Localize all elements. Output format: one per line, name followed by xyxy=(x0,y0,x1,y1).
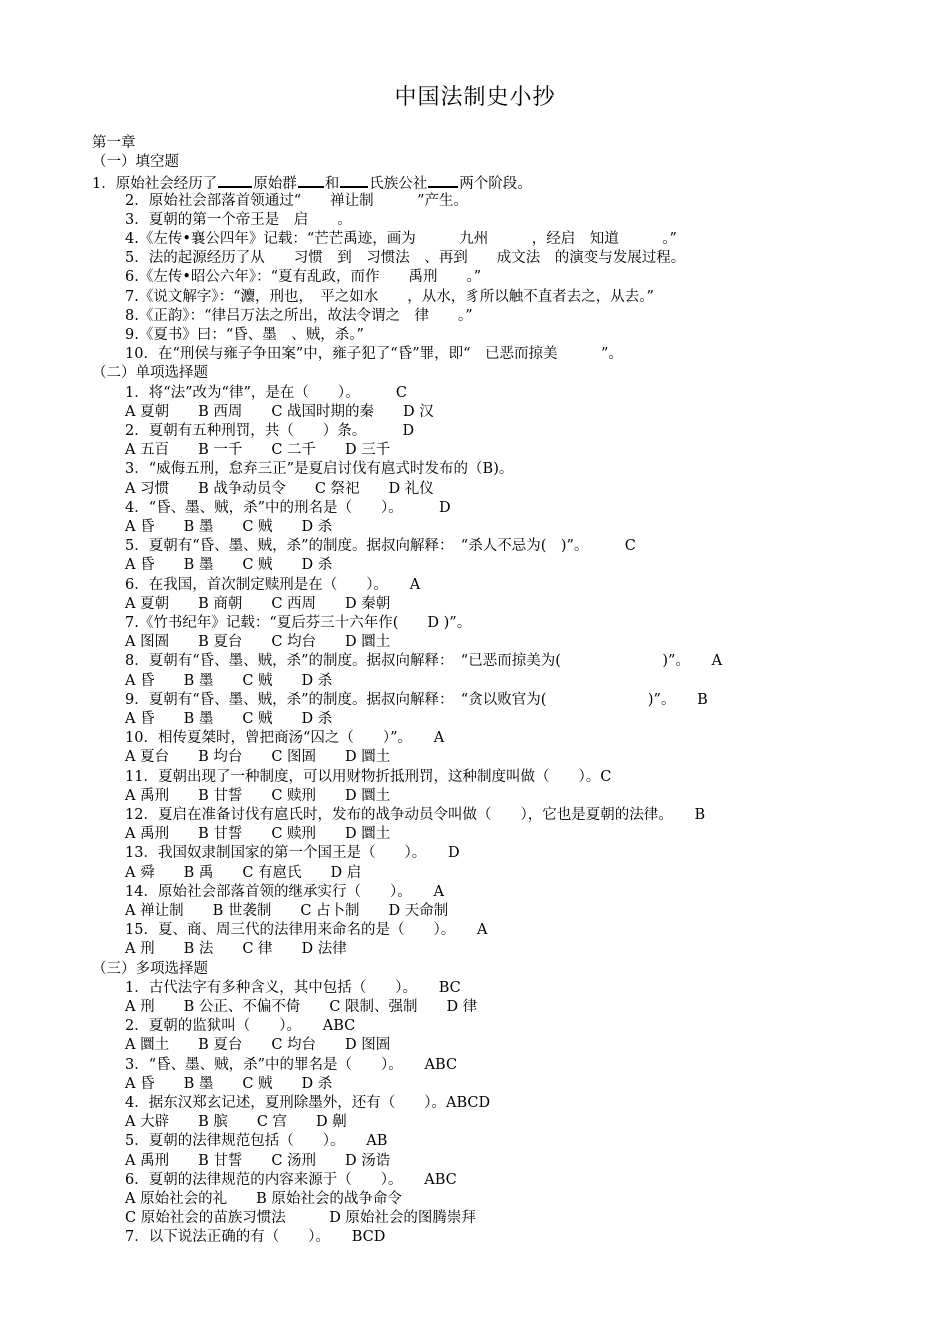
text-line: A 昏 B 墨 C 贼 D 杀 xyxy=(125,519,333,535)
text-fragment: 和 xyxy=(324,176,340,193)
text-line: 3．“威侮五刑，怠弃三正”是夏启讨伐有扈式时发布的（B)。 xyxy=(125,461,514,478)
text-line: A 五百 B 一千 C 二千 D 三千 xyxy=(125,442,391,459)
text-line: 4.《左传•襄公四年》记载：“芒芒禹迹，画为 九州 ，经启 知道 。” xyxy=(125,231,677,247)
text-line: A 刑 B 法 C 律 D 法律 xyxy=(125,941,347,958)
text-line: A 刑 B 公正、不偏不倚 C 限制、强制 D 律 xyxy=(125,999,478,1015)
text-line: 6．在我国，首次制定赎刑是在（ ）。 A xyxy=(125,576,421,593)
text-line: 7.《竹书纪年》记载：“夏后芬三十六年作( D )”。 xyxy=(125,615,472,631)
text-line: A 昏 B 墨 C 贼 D 杀 xyxy=(125,1075,333,1092)
text-line: 2．夏朝的监狱叫（ ）。 ABC xyxy=(125,1018,356,1035)
text-line: 12．夏启在准备讨伐有扈氏时，发布的战争动员令叫做（ ），它也是夏朝的法律。 B xyxy=(125,807,706,823)
text-line: （三）多项选择题 xyxy=(92,960,208,977)
text-line: A 夏朝 B 西周 C 战国时期的秦 D 汉 xyxy=(125,403,434,420)
text-line: A 夏台 B 均台 C 图圄 D 圜土 xyxy=(125,749,391,766)
text-line: 8.《正韵》：“律吕万法之所出，故法令谓之 律 。” xyxy=(125,307,473,324)
text-line xyxy=(92,172,532,191)
text-line: 5．夏朝有“昏、墨、贼，杀”的制度。据叔向解释： “杀人不忌为( )”。 C xyxy=(125,538,636,555)
blank-underline xyxy=(298,172,324,188)
text-line: 3．夏朝的第一个帝王是 启 。 xyxy=(125,211,352,228)
text-line: 14．原始社会部落首领的继承实行（ ）。 A xyxy=(125,883,444,900)
text-line: 4．“昏、墨、贼，杀”中的刑名是（ ）。 D xyxy=(125,499,451,516)
text-line: （一）填空题 xyxy=(92,154,179,171)
text-line: 8．夏朝有“昏、墨、贼，杀”的制度。据叔向解释： “已恶而掠美为( )”。 A xyxy=(125,653,723,670)
text-line: A 昏 B 墨 C 贼 D 杀 xyxy=(125,711,333,727)
text-line: 10．在“刑侯与雍子争田案”中，雍子犯了“昏”罪，即“ 已恶而掠美 ”。 xyxy=(125,346,623,363)
text-line: 1．将“法”改为“律”，是在（ ）。 C xyxy=(125,384,407,401)
blank-underline xyxy=(340,172,368,188)
text-line: A 昏 B 墨 C 贼 D 杀 xyxy=(125,672,333,689)
text-line: 9．夏朝有“昏、墨、贼，杀”的制度。据叔向解释： “贪以败官为( )”。 B xyxy=(125,691,708,708)
text-line: 7．以下说法正确的有（ ）。 BCD xyxy=(125,1229,386,1246)
blank-underline xyxy=(218,172,252,188)
text-line: 第一章 xyxy=(92,135,136,151)
text-line: A 禅让制 B 世袭制 C 占卜制 D 天命制 xyxy=(125,903,449,919)
text-line: 5．夏朝的法律规范包括（ ）。 AB xyxy=(125,1133,388,1150)
text-line: A 禹刑 B 甘誓 C 赎刑 D 圜土 xyxy=(125,787,391,804)
text-line: 9.《夏书》曰：“昏、墨 、贼，杀。” xyxy=(125,327,364,343)
text-fragment: 氏族公社 xyxy=(369,176,428,193)
text-line: 10．相传夏桀时，曾把商汤“囚之（ ）”。 A xyxy=(125,730,445,747)
text-line: A 大辟 B 膑 C 宫 D 劓 xyxy=(125,1114,347,1131)
text-line: A 舜 B 禹 C 有扈氏 D 启 xyxy=(125,864,362,881)
text-fragment: 原始群 xyxy=(253,176,297,193)
text-line: 4．据东汉郑玄记述，夏刑除墨外，还有（ ）。ABCD xyxy=(125,1095,491,1111)
text-line: 13．我国奴隶制国家的第一个国王是（ ）。 D xyxy=(125,845,460,862)
text-line: C 原始社会的苗族习惯法 D 原始社会的图腾崇拜 xyxy=(125,1210,476,1227)
text-fragment: 两个阶段。 xyxy=(459,176,532,193)
text-line: （二）单项选择题 xyxy=(92,365,208,382)
text-line: A 原始社会的礼 B 原始社会的战争命令 xyxy=(125,1191,402,1207)
text-line: A 夏朝 B 商朝 C 西周 D 秦朝 xyxy=(125,595,391,612)
page-title: 中国法制史小抄 xyxy=(394,85,556,110)
text-line: 15．夏、商、周三代的法律用来命名的是（ ）。 A xyxy=(125,922,488,939)
text-line: 5．法的起源经历了从 习惯 到 习惯法 、再到 成文法 的演变与发展过程。 xyxy=(125,250,686,267)
text-line: 2．原始社会部落首领通过“ 禅让制 ”产生。 xyxy=(125,192,469,209)
text-line: 7.《说文解字》：“灋，刑也， 平之如水 ，从水，豸所以触不直者去之，从去。” xyxy=(125,288,654,305)
text-line: A 禹刑 B 甘誓 C 赎刑 D 圜土 xyxy=(125,826,391,843)
text-line: A 圜土 B 夏台 C 均台 D 图圄 xyxy=(125,1037,391,1054)
text-line: A 昏 B 墨 C 贼 D 杀 xyxy=(125,557,333,574)
text-line: A 习惯 B 战争动员令 C 祭祀 D 礼仪 xyxy=(125,480,434,497)
text-line: 11．夏朝出现了一种制度，可以用财物折抵刑罚，这种制度叫做（ ）。C xyxy=(125,768,612,785)
text-line: A 图圄 B 夏台 C 均台 D 圜土 xyxy=(125,634,391,651)
text-line: 2．夏朝有五种刑罚，共（ ）条。 D xyxy=(125,423,415,439)
text-line: 3．“昏、墨、贼，杀”中的罪名是（ ）。 ABC xyxy=(125,1056,458,1073)
blank-underline xyxy=(428,172,458,188)
text-line: 6．夏朝的法律规范的内容来源于（ ）。 ABC xyxy=(125,1171,457,1188)
text-line: 6.《左传•昭公六年》：“夏有乱政，而作 禹刑 。” xyxy=(125,269,482,286)
text-line: A 禹刑 B 甘誓 C 汤刑 D 汤诰 xyxy=(125,1152,391,1169)
text-fragment: 1．原始社会经历了 xyxy=(92,176,218,193)
text-line: 1．古代法字有多种含义，其中包括（ ）。 BC xyxy=(125,979,461,996)
